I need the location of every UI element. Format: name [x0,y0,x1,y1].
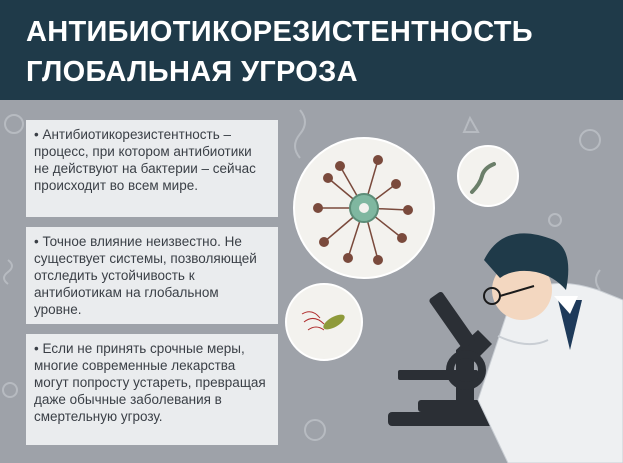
fact-card-1: • Антибиотикорезистентность – процесс, при котором антибиотики не действуют на бактерии – сейчас происходит во всем мире. [26,120,278,217]
illustration [278,100,623,463]
microbe-icon [458,146,518,206]
fact-card-3: • Если не принять срочные меры, многие современные лекарства могут попросту устареть, превращая даже обычные заболевания в смертельную угрозу. [26,334,278,445]
scientist-icon [478,233,623,463]
title-line-2: ГЛОБАЛЬНАЯ УГРОЗА [26,56,358,88]
bacteria-icon [286,284,362,360]
header [0,0,623,100]
fact-card-2: • Точное влияние неизвестно. Не существует системы, позволяющей отследить устойчивость к антибиотикам на глобальном уровне. [26,227,278,324]
bacteriophage-icon [294,138,434,278]
title-line-1: АНТИБИОТИКОРЕЗИСТЕНТНОСТЬ [26,16,533,48]
